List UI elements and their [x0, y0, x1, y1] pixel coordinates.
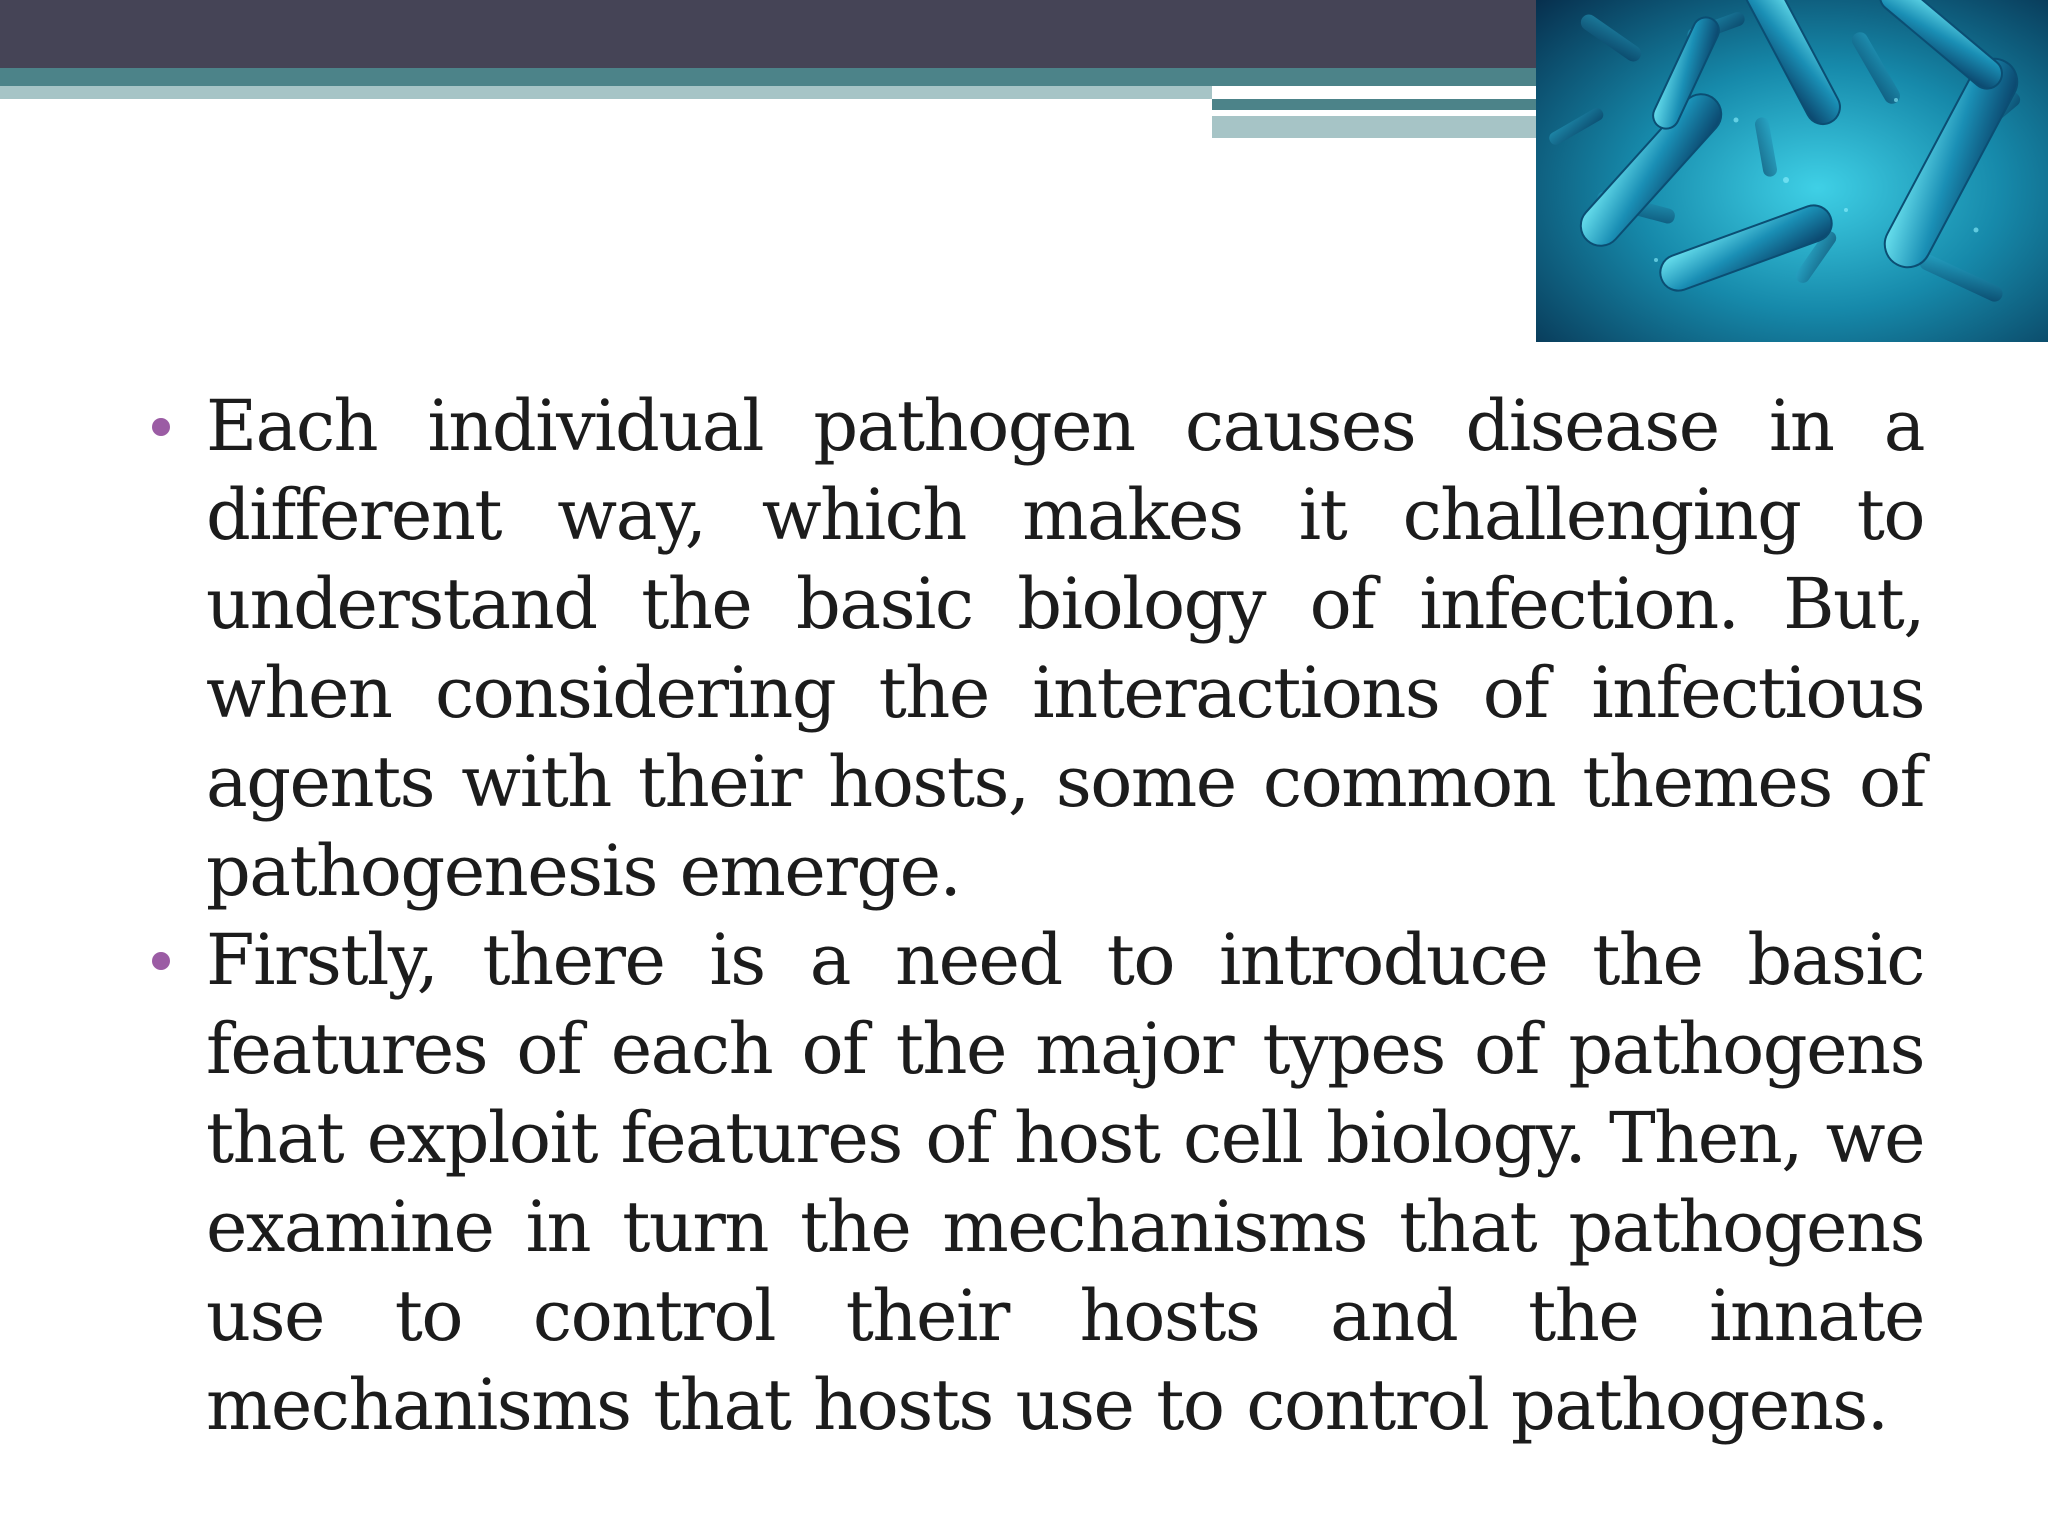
bullet-list	[140, 382, 1924, 1450]
header-stripe-step-light	[1212, 116, 1536, 138]
bullet-item	[140, 916, 1924, 1450]
header-stripe-light	[0, 86, 1212, 99]
bullet-text: Each individual pathogen causes disease in a different way, which makes it challenging to understand the basic biology of infection. But, when considering the interactions of infectious agents with their hosts, some common themes of pathogenesis emerge.	[206, 385, 1924, 912]
bullet-dot-icon	[152, 952, 170, 970]
header-stripe-step	[1212, 99, 1536, 110]
bacteria-illustration	[1536, 0, 2048, 342]
header-stripe	[0, 68, 1536, 86]
bullet-dot-icon	[152, 418, 170, 436]
header-bar	[0, 0, 1536, 68]
bullet-item	[140, 382, 1924, 916]
bacteria-image	[1536, 0, 2048, 342]
slide-body	[140, 382, 1924, 1450]
bullet-text: Firstly, there is a need to introduce the basic features of each of the major types of pathogens that exploit features of host cell biology. Then, we examine in turn the mechanisms that pathogens use to control their hosts and the innate mechanisms that hosts use to control pathogens.	[206, 919, 1924, 1446]
